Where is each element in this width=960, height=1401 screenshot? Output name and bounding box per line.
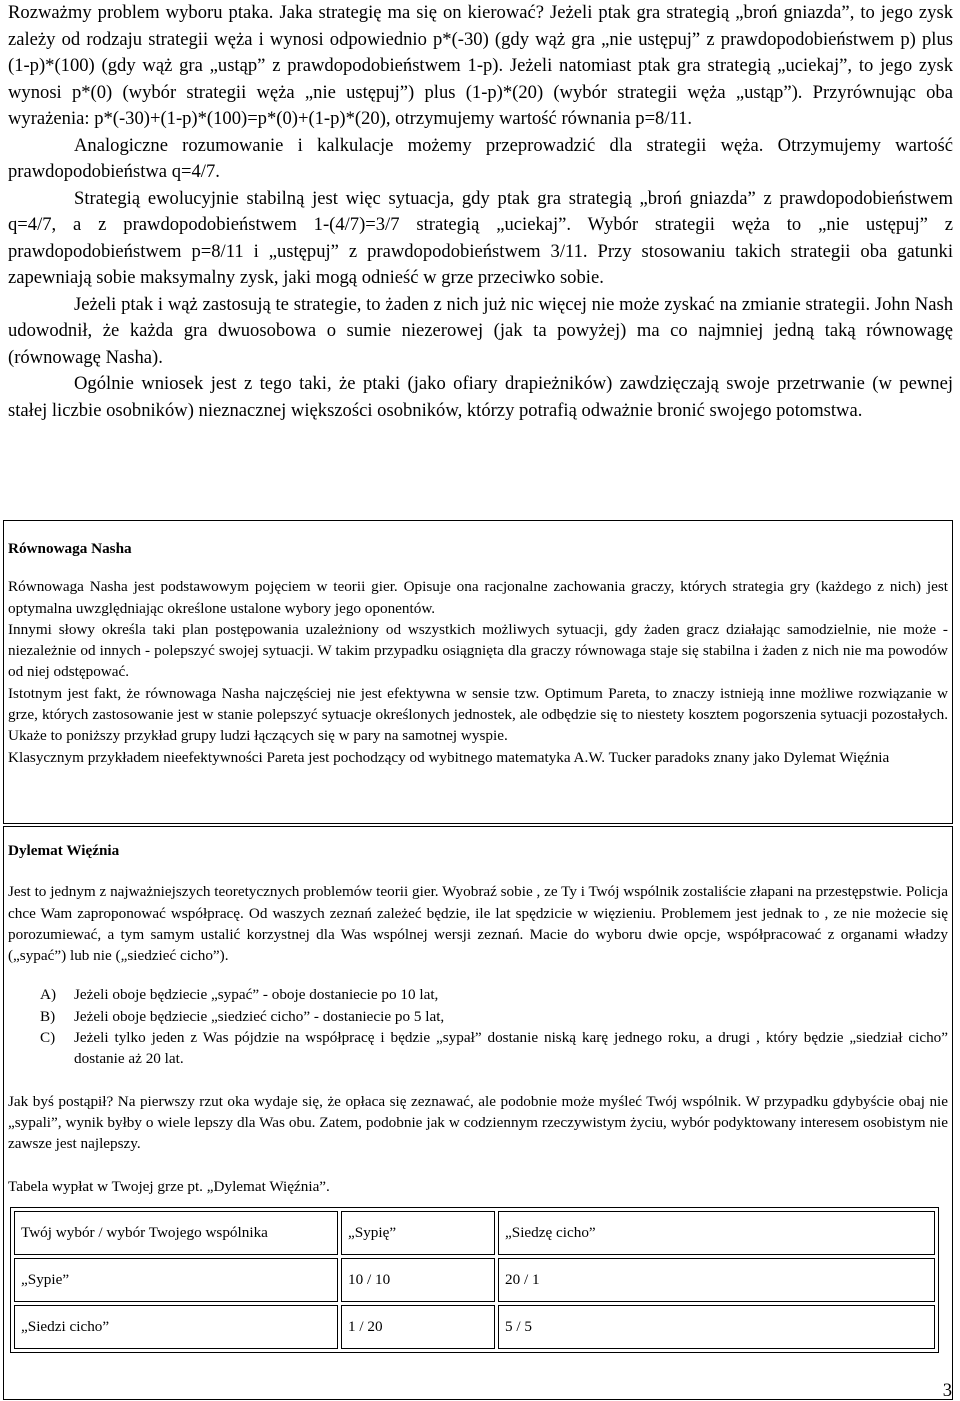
- box-title: Równowaga Nasha: [8, 540, 132, 557]
- box-title: Dylemat Więźnia: [8, 842, 120, 859]
- table-cell: 5 / 5: [498, 1305, 935, 1349]
- list-marker: A): [40, 986, 57, 1004]
- table-header-row: [14, 1211, 935, 1255]
- paragraph: Analogiczne rozumowanie i kalkulacje możemy przeprowadzić dla strategii węża. Otrzymujemy wartość prawdopodobieństwa q=4/7.: [8, 134, 953, 182]
- nash-equilibrium-box: [3, 520, 953, 824]
- paragraph: Jak byś postąpił? Na pierwszy rzut oka wydaje się, że opłaca się zeznawać, ale podobnie może myśleć Twój wspólnik. W przypadku gdybyście obaj nie „sypali”, wynik byłby o wiele lepszy dla Was obu. Zatem, podobnie jak w codziennym rzeczywistym życiu, wybór podyktowany interesem osobistym nie zawsze jest najlepszy.: [8, 1092, 948, 1153]
- paragraph: Równowaga Nasha jest podstawowym pojęciem w teorii gier. Opisuje ona racjonalne zachowania graczy, których strategia gry (każdego z nich) jest optymalna uwzględniając określone ustalone wybory jego oponentów.: [8, 578, 948, 617]
- table-cell: 1 / 20: [341, 1305, 495, 1349]
- list-item: [8, 1027, 948, 1070]
- list-marker: C): [40, 1029, 56, 1047]
- paragraph: Jest to jednym z najważniejszych teoretycznych problemów teorii gier. Wyobraź sobie , ze Ty i Twój wspólnik zostaliście złapani na przestępstwie. Policja chce Wam zaproponować współpracę. Od waszych zeznań zależeć będzie, ile lat spędzicie w więzieniu. Problemem jest jednak to , ze nie możecie się porozumiewać, a tym samym ustalić korzystnej dla Was wspólnej wersji zeznań. Macie do wyboru dwie opcje, współpracować z organami władzy („sypać”) lub nie („siedzieć cicho”).: [8, 883, 948, 965]
- list-item-text: Jeżeli oboje będziecie „sypać” - oboje dostaniecie po 10 lat,: [74, 986, 439, 1004]
- list-item: [8, 984, 948, 1005]
- table-cell: „Siedzę cicho”: [498, 1211, 935, 1255]
- main-text: [8, 0, 953, 424]
- paragraph: Jeżeli ptak i wąż zastosują te strategie, to żaden z nich już nic więcej nie może zyskać na zmianie strategii. John Nash udowodnił, że każda gra dwuosobowa o sumie niezerowej (jak ta powyżej) ma co najmniej jedną taką równowagę (równowagę Nasha).: [8, 293, 953, 368]
- table-cell: „Sypie”: [14, 1258, 338, 1302]
- paragraph: Rozważmy problem wyboru ptaka. Jaka strategię ma się on kierować? Jeżeli ptak gra strategią „broń gniazda”, to jego zysk zależy od rodzaju strategii węża i wynosi odpowiednio p*(-30) (gdy wąż gra „nie ustępuj” z prawdopodobieństwem p) plus (1-p)*(100) (gdy wąż gra „ustąp” z prawdopodobieństwem 1-p). Jeżeli natomiast ptak gra strategią „uciekaj”, to jego zysk wynosi p*(0) (wybór strategii węża „nie ustępuj”) plus (1-p)*(20) (wybór strategii węża „ustąp”). Przyrównując oba wyrażenia: p*(-30)+(1-p)*(100)=p*(0)+(1-p)*(20), otrzymujemy wartość równania p=8/11.: [8, 2, 953, 129]
- paragraph: Istotnym jest fakt, że równowaga Nasha najczęściej nie jest efektywna w sensie tzw. Optimum Pareta, to znaczy istnieją inne możliwe rozwiązanie w grze, których zastosowanie jest w stanie polepszyć sytuacje określonych jednostek, ale odbędzie się to niestety kosztem pogorszenia sytuacji pozostałych. Ukaże to poniższy przykład grupy ludzi łączących się w pary na samotnej wyspie.: [8, 684, 948, 745]
- page-number: 3: [942, 1380, 952, 1401]
- paragraph: Ogólnie wniosek jest z tego taki, że ptaki (jako ofiary drapieżników) zawdzięczają swoje przetrwanie (w pewnej stałej liczbie osobników) nieznacznej większości osobników, którzy potrafią odważnie bronić swojego potomstwa.: [8, 373, 953, 421]
- options-list: [8, 984, 948, 1069]
- paragraph: Innymi słowy określa taki plan postępowania uzależniony od wszystkich możliwych sytuacji, gdy żaden gracz działając samodzielnie, nie może - niezależnie od innych - polepszyć swojej sytuacji. W takim przypadku osiągnięta dla graczy równowaga staje się stabilna i żaden z nich nie ma powodów od niej odstępować.: [8, 620, 948, 681]
- list-item: [8, 1006, 948, 1027]
- paragraph: Strategią ewolucyjnie stabilną jest więc sytuacja, gdy ptak gra strategią „broń gniazda” z prawdopodobieństwem q=4/7, a z prawdopodobieństwem 1-(4/7)=3/7 strategią „uciekaj”. Wybór strategii węża to „nie ustępuj” z prawdopodobieństwem p=8/11 i „ustępuj” z prawdopodobieństwem 3/11. Przy stosowaniu takich strategii oba gatunki zapewniają sobie maksymalny zysk, jaki mogą odnieść w grze przeciwko sobie.: [8, 187, 953, 288]
- table-cell: „Siedzi cicho”: [14, 1305, 338, 1349]
- paragraph: Klasycznym przykładem nieefektywności Pareta jest pochodzący od wybitnego matematyka A.W. Tucker paradoks znany jako Dylemat Więźnia: [8, 748, 890, 766]
- table-cell: Twój wybór / wybór Twojego wspólnika: [14, 1211, 338, 1255]
- table-caption: Tabela wypłat w Twojej grze pt. „Dylemat Więźnia”.: [8, 1177, 330, 1195]
- table-cell: 20 / 1: [498, 1258, 935, 1302]
- table-cell: „Sypię”: [341, 1211, 495, 1255]
- table-row: [14, 1258, 935, 1302]
- table-row: [14, 1305, 935, 1349]
- list-item-text: Jeżeli oboje będziecie „siedzieć cicho” - dostaniecie po 5 lat,: [74, 1007, 445, 1025]
- list-marker: B): [40, 1007, 56, 1025]
- payoff-table: [10, 1207, 939, 1353]
- list-item-text: Jeżeli tylko jeden z Was pójdzie na współpracę i będzie „sypał” dostanie niską karę jednego roku, a drugi , który będzie „siedział cicho” dostanie aż 20 lat.: [74, 1029, 948, 1068]
- table-cell: 10 / 10: [341, 1258, 495, 1302]
- prisoners-dilemma-box: [3, 826, 953, 1400]
